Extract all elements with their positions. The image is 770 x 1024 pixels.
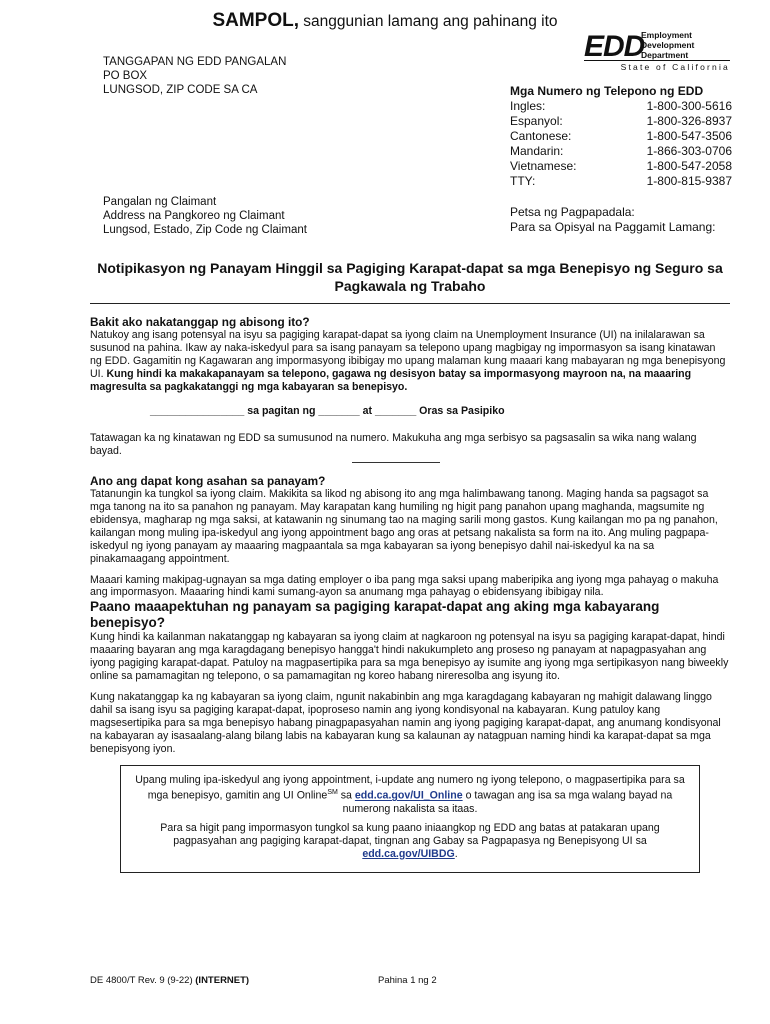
mailing-date-label: Petsa ng Pagpapadala: bbox=[510, 205, 635, 219]
box-text: Para sa higit pang impormasyon tungkol sa kung paano iniaangkop ng EDD ang batas at patakaran upang pagpasyahan ang pagiging karapat-dapat, tingnan ang Gabay sa Pagpapasya ng Benepisyong UI sa bbox=[160, 821, 660, 847]
box-text: . bbox=[454, 847, 458, 860]
phone-number: 1-866-303-0706 bbox=[646, 144, 732, 158]
sample-label: SAMPOL, bbox=[212, 10, 299, 31]
phone-blank-line bbox=[352, 462, 440, 463]
box-text: sa bbox=[337, 789, 355, 802]
logo-state: State of California bbox=[620, 62, 730, 72]
claimant-line: Lungsod, Estado, Zip Code ng Claimant bbox=[103, 224, 307, 236]
section-heading: Ano ang dapat kong asahan sa panayam? bbox=[90, 474, 326, 489]
phone-lang: TTY: bbox=[510, 174, 536, 188]
uibdg-link[interactable]: edd.ca.gov/UIBDG bbox=[362, 847, 455, 860]
service-mark: SM bbox=[327, 789, 338, 797]
form-tag: (INTERNET) bbox=[195, 975, 250, 986]
info-box bbox=[120, 765, 700, 873]
sender-address bbox=[103, 55, 286, 97]
logo-line: Department bbox=[641, 50, 689, 60]
form-number: DE 4800/T Rev. 9 (9-22) bbox=[90, 975, 196, 986]
phone-row bbox=[510, 174, 732, 189]
sample-note: sanggunian lamang ang pahinang ito bbox=[299, 13, 558, 30]
phone-row bbox=[510, 144, 732, 159]
phone-number: 1-800-326-8937 bbox=[646, 114, 732, 128]
appointment-line: ________________ sa pagitan ng _______ at _______ Oras sa Pasipiko bbox=[150, 405, 505, 418]
phone-lang: Espanyol: bbox=[510, 114, 563, 128]
phone-number: 1-800-815-9387 bbox=[646, 174, 732, 188]
box-text: o tawagan ang isa sa mga walang bayad na numerong nakalista sa itaas. bbox=[342, 789, 673, 815]
section-paragraph: Kung nakatanggap ka ng kabayaran sa iyong claim, ngunit nakabinbin ang mga karagdagang kabayaran ng mahigit dalawang linggo dahil sa isang isyu sa pagiging karapat-dapat, ipoproseso namin ang iyong kondisyonal na kabayaran. Kung patuloy kang magsesertipika para sa mga benepisyo habang pinagpapasyahan namin ang iyong pagiging karapat-dapat, ang anumang kondisyonal na kabayaran ay isasaalang-alang bilang labis na kabayaran kung sa kalaunan ay natagpuan naming hindi ka karapat-dapat sa mga benepisyong iyon. bbox=[90, 690, 721, 755]
sender-line: LUNGSOD, ZIP CODE SA CA bbox=[103, 84, 258, 96]
box-text: Upang muling ipa-iskedyul ang iyong appointment, i-update ang numero ng iyong telepono, o magpasertipika para sa mga benepisyo, gamitin ang UI Online bbox=[135, 774, 685, 802]
edd-logo-text bbox=[641, 30, 694, 60]
section-heading: Paano maaapektuhan ng panayam sa pagiging karapat-dapat ang aking mga kabayarang benepisyo? bbox=[90, 599, 660, 631]
info-box-paragraph bbox=[131, 822, 689, 861]
section-heading: Bakit ako nakatanggap ng abisong ito? bbox=[90, 315, 310, 329]
logo-divider bbox=[584, 60, 730, 61]
phone-lang: Vietnamese: bbox=[510, 159, 577, 173]
title-divider bbox=[90, 303, 730, 304]
claimant-address bbox=[103, 195, 307, 237]
notice-title: Notipikasyon ng Panayam Hinggil sa Pagiging Karapat-dapat sa mga Benepisyo ng Seguro sa Pagkawala ng Trabaho bbox=[97, 260, 723, 294]
phone-numbers bbox=[510, 84, 732, 189]
phone-lang: Ingles: bbox=[510, 99, 546, 113]
phone-row bbox=[510, 159, 732, 174]
phone-lang: Cantonese: bbox=[510, 129, 572, 143]
claimant-line: Pangalan ng Claimant bbox=[103, 196, 217, 208]
section-paragraph: Tatanungin ka tungkol sa iyong claim. Makikita sa likod ng abisong ito ang mga halimbawang tanong. Maging handa sa pagsagot sa mga tanong na ito sa panahon ng panayam. May karapatan kang humiling ng higit pang panahon upang maghanda, magsumite ng ebidensya, magharap ng mga saksi, at katawanin ng sinumang tao na maging sarili mong gastos. Kung kailangan mo pa ng panahon, kailangan mong muling ipa-iskedyul ang iyong appointment bago ang oras at petsang nakalista sa form na ito. Ang muling pagpapa-iskedyul ng iyong panayam ay maaaring magpaantala sa mga kabayaran sa iyong benepisyo dahil nai-iskedyul ka na sa pinakamaagang appointment. bbox=[90, 488, 718, 565]
mailing-info bbox=[510, 205, 715, 235]
claimant-line: Address na Pangkoreo ng Claimant bbox=[103, 210, 285, 222]
phone-numbers-title: Mga Numero ng Telepono ng EDD bbox=[510, 84, 704, 98]
section-paragraph: Maaari kaming makipag-ugnayan sa mga dating employer o iba pang mga saksi upang maberipika ang iyong mga pahayag o makuha ang impormasyon. Maaaring hindi kami sumang-ayon sa anumang mga pahayag o ebidensyang ibibigay nila. bbox=[90, 573, 719, 599]
phone-number: 1-800-547-3506 bbox=[646, 129, 732, 143]
edd-logo-mark: EDD bbox=[584, 30, 645, 63]
phone-row bbox=[510, 99, 732, 114]
section-paragraph: Tatawagan ka ng kinatawan ng EDD sa sumusunod na numero. Makukuha ang mga serbisyo sa pagsasalin sa wika nang walang bayad. bbox=[90, 432, 697, 458]
phone-number: 1-800-547-2058 bbox=[646, 159, 732, 173]
ui-online-link[interactable]: edd.ca.gov/UI_Online bbox=[354, 789, 463, 802]
paragraph-bold-text: Kung hindi ka makakapanayam sa telepono, gagawa ng desisyon batay sa impormasyong mayroon na, na maaaring magresulta sa pagkakatanggi ng mga kabayaran sa benepisyo. bbox=[90, 367, 692, 393]
paragraph-text: Natukoy ang isang potensyal na isyu sa pagiging karapat-dapat sa iyong claim na Unemployment Insurance (UI) na inilalarawan sa susunod na pahina. Ikaw ay naka-iskedyul para sa isang panayam sa telepono upang magbigay ng impormasyon sa isang kinatawan ng EDD. Gagamitin ng Kagawaran ang impormasyong ibibigay mo upang malaman kung maaari kang mabayaran ng mga benepisyong UI. bbox=[90, 328, 726, 380]
page-number: Pahina 1 ng 2 bbox=[378, 975, 437, 986]
section-paragraph: Kung hindi ka kailanman nakatanggap ng kabayaran sa iyong claim at nagkaroon ng potensyal na isyu sa pagiging karapat-dapat, hindi maaaring bayaran ang mga karagdagang benepisyo hangga't hindi nakukumpleto ang proseso ng panayam at napagpasyahan ang iyong pagiging karapat-dapat. Patuloy na magpasertipika para sa mga benepisyo ay isumite ang iyong mga sertipikasyon nang biweekly online sa pamamagitan ng telepono, o sa pamamagitan ng koreo habang nireresolba ang isyung ito. bbox=[90, 631, 729, 683]
sender-line: PO BOX bbox=[103, 70, 148, 82]
sender-line: TANGGAPAN NG EDD PANGALAN bbox=[103, 56, 287, 68]
form-id bbox=[90, 975, 249, 986]
logo-line: Development bbox=[641, 40, 695, 50]
phone-row bbox=[510, 114, 732, 129]
notice-body bbox=[90, 316, 730, 873]
phone-row bbox=[510, 129, 732, 144]
section-paragraph bbox=[90, 329, 730, 394]
phone-number: 1-800-300-5616 bbox=[646, 99, 732, 113]
logo-line: Employment bbox=[641, 30, 693, 40]
info-box-paragraph bbox=[131, 774, 689, 815]
phone-lang: Mandarin: bbox=[510, 144, 564, 158]
edd-logo bbox=[584, 28, 730, 72]
office-use-label: Para sa Opisyal na Paggamit Lamang: bbox=[510, 220, 716, 234]
